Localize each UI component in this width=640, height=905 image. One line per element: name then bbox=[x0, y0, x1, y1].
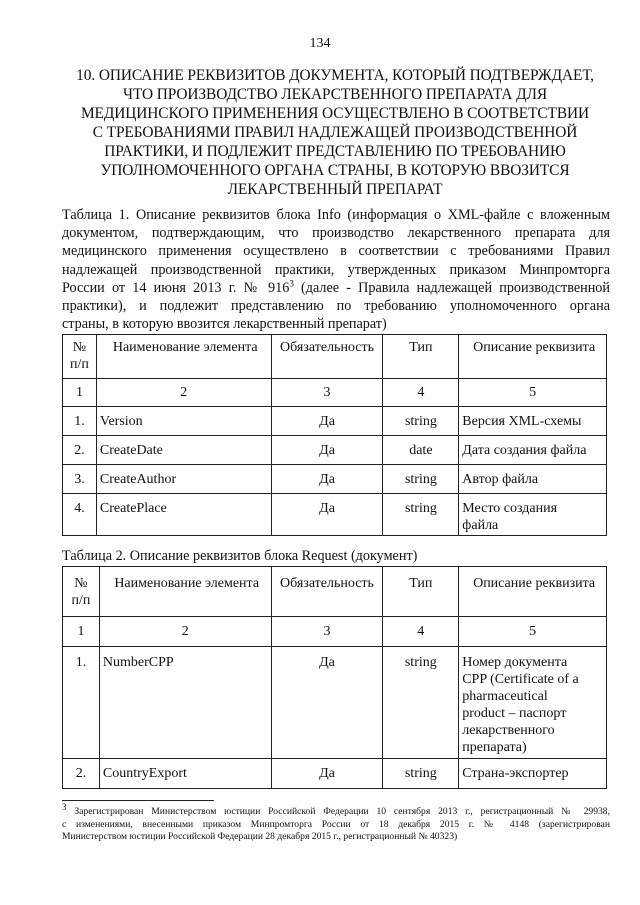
cell-num: 2. bbox=[63, 759, 100, 789]
cell-required: Да bbox=[271, 647, 383, 759]
cell-required: Да bbox=[271, 407, 383, 436]
col-number: 4 bbox=[383, 379, 459, 407]
header-description: Описание реквизита bbox=[459, 335, 607, 379]
heading-line: МЕДИЦИНСКОГО ПРИМЕНЕНИЯ ОСУЩЕСТВЛЕНО В СООТВЕТСТВИИ bbox=[80, 105, 590, 122]
footnote-line bbox=[62, 801, 610, 819]
col-number: 1 bbox=[63, 379, 97, 407]
heading-line: ПРАКТИКИ, И ПОДЛЕЖИТ ПРЕДСТАВЛЕНИЮ ПО ТРЕБОВАНИЮ bbox=[104, 143, 566, 160]
page-number: 134 bbox=[309, 36, 331, 51]
caption-line: надлежащей производственной практики, утвержденных приказом Минпромторга bbox=[62, 261, 610, 278]
cell-required: Да bbox=[271, 494, 383, 536]
col-number: 2 bbox=[96, 379, 271, 407]
caption-line: Таблица 1. Описание реквизитов блока Info (информация о XML-файле с вложенным bbox=[62, 207, 610, 223]
col-number: 1 bbox=[63, 617, 100, 647]
description-line: pharmaceutical bbox=[462, 689, 548, 704]
column-numbers-row bbox=[63, 617, 607, 647]
description-line: CPP (Certificate of a bbox=[462, 672, 579, 687]
cell-required: Да bbox=[271, 759, 383, 789]
cell-name: Version bbox=[96, 407, 271, 436]
description-line: лекарственного bbox=[462, 723, 555, 738]
column-numbers-row bbox=[63, 379, 607, 407]
heading-line: С ТРЕБОВАНИЯМИ ПРАВИЛ НАДЛЕЖАЩЕЙ ПРОИЗВОДСТВЕННОЙ bbox=[92, 124, 578, 141]
description-line: препарата) bbox=[462, 740, 527, 755]
cell-description bbox=[459, 647, 607, 759]
cell-name: NumberCPP bbox=[99, 647, 271, 759]
table2 bbox=[62, 566, 607, 789]
header-num-b: п/п bbox=[70, 357, 89, 372]
heading-line: УПОЛНОМОЧЕННОГО ОРГАНА СТРАНЫ, В КОТОРУЮ ВВОЗИТСЯ bbox=[100, 162, 570, 179]
table-row bbox=[63, 647, 607, 759]
table-row bbox=[63, 407, 607, 436]
heading-line: ЛЕКАРСТВЕННЫЙ ПРЕПАРАТ bbox=[227, 181, 443, 198]
col-number: 3 bbox=[271, 617, 383, 647]
heading-line: 10. ОПИСАНИЕ РЕКВИЗИТОВ ДОКУМЕНТА, КОТОРЫЙ ПОДТВЕРЖДАЕТ, bbox=[76, 67, 594, 84]
table-header-row bbox=[63, 335, 607, 379]
cell-num: 4. bbox=[63, 494, 97, 536]
description-line: product – паспорт bbox=[462, 706, 567, 721]
col-number: 5 bbox=[459, 617, 607, 647]
caption-line: документом, подтверждающим, что производство лекарственного препарата для bbox=[62, 225, 610, 242]
cell-description: Дата создания файла bbox=[459, 436, 607, 465]
cell-type: string bbox=[383, 647, 459, 759]
header-description: Описание реквизита bbox=[459, 567, 607, 617]
caption-line bbox=[62, 279, 610, 297]
cell-num: 1. bbox=[63, 407, 97, 436]
footnote-marker: 3 bbox=[62, 801, 67, 812]
footnote-text: Зарегистрирован Министерством юстиции Российской Федерации 10 сентября 2013 г., регистрационный № 29938, bbox=[66, 806, 610, 817]
footnote-line: Министерством юстиции Российской Федерации 28 декабря 2015 г., регистрационный № 40323) bbox=[62, 831, 458, 843]
table-row bbox=[63, 759, 607, 789]
cell-type: string bbox=[383, 465, 459, 494]
cell-num: 1. bbox=[63, 647, 100, 759]
header-num-a: № bbox=[74, 576, 88, 591]
cell-description: Версия XML-схемы bbox=[459, 407, 607, 436]
cell-type: date bbox=[383, 436, 459, 465]
table-row bbox=[63, 436, 607, 465]
header-num bbox=[63, 567, 100, 617]
header-type: Тип bbox=[383, 567, 459, 617]
cell-name: CreatePlace bbox=[96, 494, 271, 536]
cell-num: 2. bbox=[63, 436, 97, 465]
caption-line: медицинского применения осуществлено в соответствии с требованиями Правил bbox=[62, 243, 610, 260]
cell-name: CreateAuthor bbox=[96, 465, 271, 494]
cell-description: Автор файла bbox=[459, 465, 607, 494]
col-number: 5 bbox=[459, 379, 607, 407]
heading-line: ЧТО ПРОИЗВОДСТВО ЛЕКАРСТВЕННОГО ПРЕПАРАТА ДЛЯ bbox=[122, 86, 548, 103]
cell-type: string bbox=[383, 759, 459, 789]
description-line: Номер документа bbox=[462, 655, 568, 670]
header-name: Наименование элемента bbox=[99, 567, 271, 617]
header-required: Обязательность bbox=[271, 335, 383, 379]
table-header-row bbox=[63, 567, 607, 617]
header-num-b: п/п bbox=[71, 593, 91, 608]
caption-text: России от 14 июня 2013 г. № 916 bbox=[62, 279, 290, 296]
cell-required: Да bbox=[271, 465, 383, 494]
caption-text: (далее - Правила надлежащей производственной bbox=[293, 279, 610, 296]
table1-caption bbox=[62, 206, 610, 333]
footnote-line: с изменениями, внесенными приказом Минпромторга России от 18 декабря 2015 г. № 4148 (зарегистрирован bbox=[62, 818, 610, 830]
table2-caption: Таблица 2. Описание реквизитов блока Request (документ) bbox=[62, 548, 418, 564]
cell-type: string bbox=[383, 494, 459, 536]
footnote bbox=[62, 801, 610, 844]
cell-type: string bbox=[383, 407, 459, 436]
footnote-ref: 3 bbox=[289, 278, 294, 289]
header-name: Наименование элемента bbox=[96, 335, 271, 379]
cell-required: Да bbox=[271, 436, 383, 465]
table-row bbox=[63, 465, 607, 494]
cell-description: Страна-экспортер bbox=[459, 759, 607, 789]
caption-line: практики), и подлежит представлению по требованию уполномоченного органа bbox=[62, 298, 610, 315]
table-row bbox=[63, 494, 607, 536]
caption-line: страны, в которую ввозится лекарственный препарат) bbox=[62, 316, 387, 333]
header-num bbox=[63, 335, 97, 379]
cell-name: CreateDate bbox=[96, 436, 271, 465]
cell-num: 3. bbox=[63, 465, 97, 494]
col-number: 4 bbox=[383, 617, 459, 647]
description-line: файла bbox=[462, 518, 499, 533]
footnote-separator bbox=[62, 800, 214, 801]
table1 bbox=[62, 334, 607, 536]
col-number: 2 bbox=[99, 617, 271, 647]
cell-description bbox=[459, 494, 607, 536]
header-num-a: № bbox=[72, 340, 87, 355]
header-type: Тип bbox=[383, 335, 459, 379]
header-required: Обязательность bbox=[271, 567, 383, 617]
description-line: Место создания bbox=[462, 501, 558, 516]
section-heading bbox=[70, 66, 600, 199]
cell-name: CountryExport bbox=[99, 759, 271, 789]
col-number: 3 bbox=[271, 379, 383, 407]
